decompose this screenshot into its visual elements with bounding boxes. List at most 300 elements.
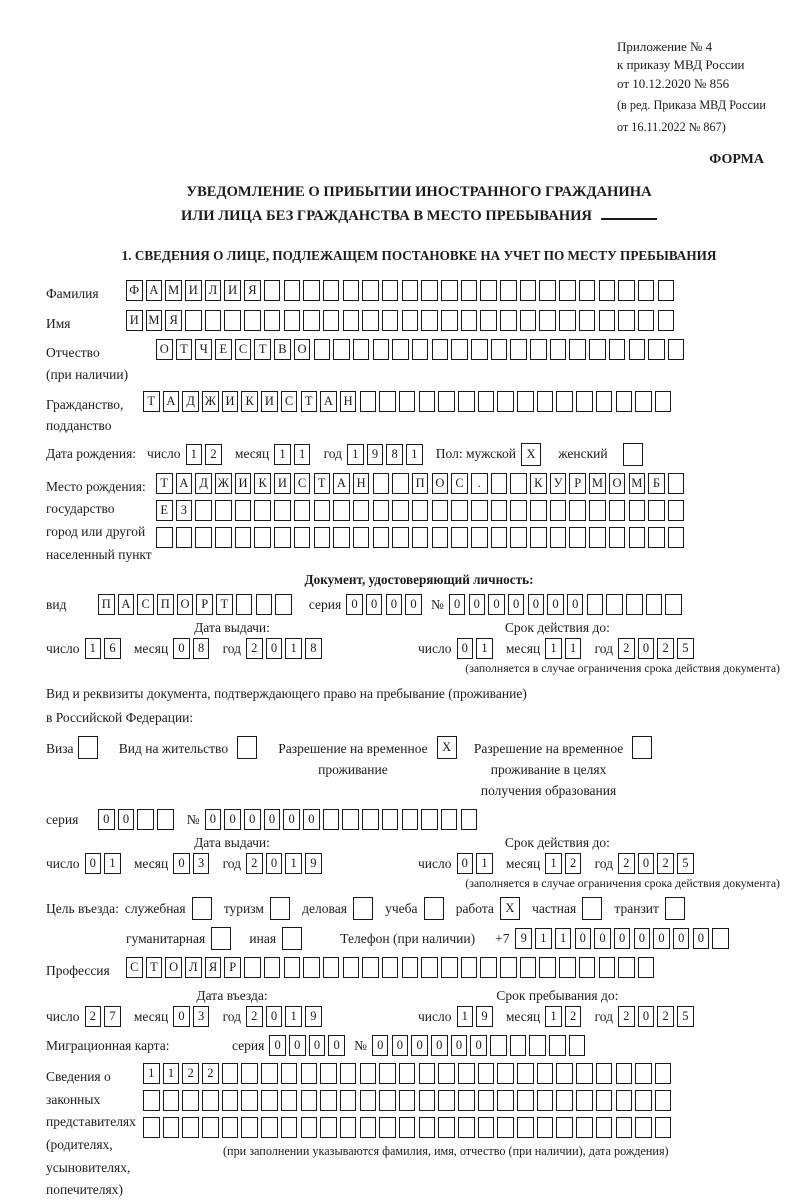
char-cell[interactable]: 1 — [555, 928, 572, 949]
char-cell[interactable] — [320, 1090, 337, 1111]
char-cell[interactable] — [182, 1117, 199, 1138]
doc-kind-input[interactable] — [98, 594, 295, 615]
char-cell[interactable] — [569, 500, 586, 521]
char-cell[interactable]: Т — [146, 957, 163, 978]
char-cell[interactable]: 8 — [386, 444, 403, 465]
char-cell[interactable] — [264, 957, 281, 978]
char-cell[interactable] — [517, 1117, 534, 1138]
representatives-line3-input[interactable] — [143, 1117, 675, 1138]
char-cell[interactable]: 9 — [305, 853, 322, 874]
char-cell[interactable]: 1 — [545, 638, 562, 659]
char-cell[interactable] — [441, 310, 458, 331]
char-cell[interactable] — [362, 280, 379, 301]
char-cell[interactable] — [500, 280, 517, 301]
char-cell[interactable] — [491, 339, 508, 360]
char-cell[interactable] — [616, 1063, 633, 1084]
entry-year-input[interactable] — [246, 1006, 325, 1027]
purpose-private-checkbox[interactable] — [582, 897, 605, 920]
char-cell[interactable] — [616, 391, 633, 412]
char-cell[interactable] — [517, 391, 534, 412]
stay-day-input[interactable] — [457, 1006, 496, 1027]
residence-valid-year-input[interactable] — [618, 853, 697, 874]
doc-issue-day-input[interactable] — [85, 638, 124, 659]
char-cell[interactable]: А — [118, 594, 135, 615]
char-cell[interactable] — [658, 280, 675, 301]
char-cell[interactable]: 0 — [98, 809, 115, 830]
char-cell[interactable]: 2 — [618, 1006, 635, 1027]
char-cell[interactable] — [539, 957, 556, 978]
char-cell[interactable]: 6 — [104, 638, 121, 659]
char-cell[interactable]: 1 — [565, 638, 582, 659]
char-cell[interactable] — [320, 1063, 337, 1084]
char-cell[interactable] — [340, 1117, 357, 1138]
char-cell[interactable] — [458, 1063, 475, 1084]
char-cell[interactable]: X — [500, 897, 520, 920]
char-cell[interactable] — [373, 473, 390, 494]
char-cell[interactable] — [419, 1090, 436, 1111]
char-cell[interactable]: 1 — [186, 444, 203, 465]
char-cell[interactable] — [294, 500, 311, 521]
char-cell[interactable]: 2 — [618, 638, 635, 659]
char-cell[interactable] — [461, 280, 478, 301]
char-cell[interactable] — [646, 594, 663, 615]
char-cell[interactable]: 8 — [193, 638, 210, 659]
char-cell[interactable] — [461, 809, 478, 830]
char-cell[interactable]: О — [432, 473, 449, 494]
char-cell[interactable] — [432, 527, 449, 548]
char-cell[interactable]: 0 — [173, 853, 190, 874]
char-cell[interactable] — [282, 927, 302, 950]
char-cell[interactable]: Е — [156, 500, 173, 521]
char-cell[interactable] — [629, 527, 646, 548]
char-cell[interactable]: 2 — [85, 1006, 102, 1027]
char-cell[interactable]: Т — [254, 339, 271, 360]
char-cell[interactable] — [599, 280, 616, 301]
char-cell[interactable]: Т — [176, 339, 193, 360]
char-cell[interactable] — [382, 280, 399, 301]
char-cell[interactable] — [559, 957, 576, 978]
char-cell[interactable] — [556, 391, 573, 412]
char-cell[interactable] — [343, 957, 360, 978]
char-cell[interactable] — [497, 1090, 514, 1111]
char-cell[interactable]: Д — [182, 391, 199, 412]
purpose-tourism-checkbox[interactable] — [270, 897, 293, 920]
surname-input[interactable] — [126, 280, 677, 301]
char-cell[interactable] — [301, 1090, 318, 1111]
char-cell[interactable]: 0 — [575, 928, 592, 949]
char-cell[interactable] — [419, 1063, 436, 1084]
char-cell[interactable]: 9 — [476, 1006, 493, 1027]
char-cell[interactable]: 1 — [457, 1006, 474, 1027]
char-cell[interactable] — [360, 1063, 377, 1084]
char-cell[interactable] — [421, 809, 438, 830]
char-cell[interactable] — [343, 310, 360, 331]
char-cell[interactable] — [412, 339, 429, 360]
char-cell[interactable] — [392, 527, 409, 548]
char-cell[interactable]: 0 — [614, 928, 631, 949]
residence-series-input[interactable] — [98, 809, 177, 830]
char-cell[interactable] — [635, 1117, 652, 1138]
char-cell[interactable]: А — [163, 391, 180, 412]
char-cell[interactable] — [379, 391, 396, 412]
char-cell[interactable] — [609, 500, 626, 521]
patronymic-input[interactable] — [156, 339, 688, 360]
char-cell[interactable] — [596, 1063, 613, 1084]
char-cell[interactable] — [156, 527, 173, 548]
char-cell[interactable] — [461, 310, 478, 331]
char-cell[interactable] — [157, 809, 174, 830]
char-cell[interactable] — [254, 500, 271, 521]
char-cell[interactable] — [556, 1117, 573, 1138]
char-cell[interactable] — [441, 957, 458, 978]
char-cell[interactable] — [235, 500, 252, 521]
char-cell[interactable] — [382, 310, 399, 331]
char-cell[interactable]: 3 — [193, 853, 210, 874]
char-cell[interactable]: 0 — [372, 1035, 389, 1056]
char-cell[interactable] — [323, 310, 340, 331]
char-cell[interactable]: Р — [569, 473, 586, 494]
char-cell[interactable] — [402, 957, 419, 978]
char-cell[interactable] — [424, 897, 444, 920]
char-cell[interactable]: М — [146, 310, 163, 331]
purpose-humanitarian-checkbox[interactable] — [211, 927, 234, 950]
char-cell[interactable] — [333, 339, 350, 360]
char-cell[interactable] — [438, 391, 455, 412]
char-cell[interactable] — [520, 957, 537, 978]
representatives-line1-input[interactable] — [143, 1063, 675, 1084]
char-cell[interactable]: 2 — [618, 853, 635, 874]
char-cell[interactable]: 0 — [528, 594, 545, 615]
char-cell[interactable] — [609, 339, 626, 360]
char-cell[interactable] — [340, 1090, 357, 1111]
doc-series-input[interactable] — [346, 594, 425, 615]
purpose-other-checkbox[interactable] — [282, 927, 305, 950]
char-cell[interactable] — [648, 500, 665, 521]
char-cell[interactable] — [235, 527, 252, 548]
char-cell[interactable]: О — [177, 594, 194, 615]
char-cell[interactable] — [379, 1117, 396, 1138]
char-cell[interactable] — [517, 1063, 534, 1084]
char-cell[interactable] — [333, 500, 350, 521]
char-cell[interactable] — [392, 473, 409, 494]
char-cell[interactable] — [402, 310, 419, 331]
char-cell[interactable] — [632, 736, 652, 759]
char-cell[interactable]: Н — [353, 473, 370, 494]
char-cell[interactable]: О — [165, 957, 182, 978]
char-cell[interactable]: Е — [215, 339, 232, 360]
char-cell[interactable]: В — [274, 339, 291, 360]
char-cell[interactable] — [224, 310, 241, 331]
char-cell[interactable] — [616, 1090, 633, 1111]
char-cell[interactable]: Р — [224, 957, 241, 978]
char-cell[interactable] — [623, 443, 643, 466]
char-cell[interactable] — [360, 1090, 377, 1111]
char-cell[interactable] — [556, 1090, 573, 1111]
char-cell[interactable] — [222, 1063, 239, 1084]
char-cell[interactable]: Д — [195, 473, 212, 494]
char-cell[interactable]: 1 — [285, 1006, 302, 1027]
char-cell[interactable]: 1 — [104, 853, 121, 874]
char-cell[interactable]: М — [589, 473, 606, 494]
char-cell[interactable] — [373, 339, 390, 360]
char-cell[interactable]: 0 — [653, 928, 670, 949]
char-cell[interactable]: И — [185, 280, 202, 301]
char-cell[interactable] — [432, 339, 449, 360]
char-cell[interactable] — [353, 339, 370, 360]
char-cell[interactable] — [618, 280, 635, 301]
char-cell[interactable] — [589, 339, 606, 360]
char-cell[interactable] — [648, 339, 665, 360]
doc-issue-month-input[interactable] — [173, 638, 212, 659]
char-cell[interactable]: А — [146, 280, 163, 301]
char-cell[interactable] — [421, 310, 438, 331]
char-cell[interactable]: 0 — [386, 594, 403, 615]
char-cell[interactable] — [638, 280, 655, 301]
char-cell[interactable] — [353, 500, 370, 521]
char-cell[interactable] — [576, 391, 593, 412]
char-cell[interactable]: 2 — [205, 444, 222, 465]
char-cell[interactable] — [222, 1090, 239, 1111]
citizenship-input[interactable] — [143, 391, 675, 412]
residence-issue-day-input[interactable] — [85, 853, 124, 874]
char-cell[interactable] — [635, 391, 652, 412]
char-cell[interactable]: 0 — [547, 594, 564, 615]
residence-permit-checkbox[interactable] — [237, 736, 260, 759]
char-cell[interactable]: 2 — [657, 1006, 674, 1027]
char-cell[interactable] — [412, 500, 429, 521]
char-cell[interactable] — [471, 339, 488, 360]
char-cell[interactable] — [438, 1063, 455, 1084]
char-cell[interactable]: 0 — [85, 853, 102, 874]
char-cell[interactable] — [549, 1035, 566, 1056]
char-cell[interactable]: 0 — [638, 638, 655, 659]
char-cell[interactable]: 0 — [173, 638, 190, 659]
char-cell[interactable]: З — [176, 500, 193, 521]
char-cell[interactable] — [638, 310, 655, 331]
char-cell[interactable] — [362, 809, 379, 830]
char-cell[interactable]: 0 — [638, 1006, 655, 1027]
char-cell[interactable] — [668, 500, 685, 521]
char-cell[interactable]: Л — [185, 957, 202, 978]
char-cell[interactable]: 0 — [264, 809, 281, 830]
char-cell[interactable]: Ж — [215, 473, 232, 494]
char-cell[interactable] — [402, 280, 419, 301]
char-cell[interactable] — [137, 809, 154, 830]
char-cell[interactable]: 0 — [470, 1035, 487, 1056]
char-cell[interactable] — [579, 310, 596, 331]
char-cell[interactable] — [655, 391, 672, 412]
char-cell[interactable]: Я — [244, 280, 261, 301]
char-cell[interactable] — [323, 957, 340, 978]
char-cell[interactable]: И — [274, 473, 291, 494]
char-cell[interactable] — [314, 339, 331, 360]
char-cell[interactable] — [185, 310, 202, 331]
char-cell[interactable]: 0 — [269, 1035, 286, 1056]
char-cell[interactable] — [451, 500, 468, 521]
char-cell[interactable]: 1 — [163, 1063, 180, 1084]
char-cell[interactable] — [587, 594, 604, 615]
char-cell[interactable] — [635, 1090, 652, 1111]
char-cell[interactable] — [478, 1090, 495, 1111]
char-cell[interactable]: 0 — [328, 1035, 345, 1056]
char-cell[interactable] — [284, 310, 301, 331]
char-cell[interactable]: И — [222, 391, 239, 412]
stay-month-input[interactable] — [545, 1006, 584, 1027]
char-cell[interactable] — [294, 527, 311, 548]
birth-place-line2-input[interactable] — [156, 500, 688, 521]
char-cell[interactable] — [510, 473, 527, 494]
char-cell[interactable]: 0 — [567, 594, 584, 615]
char-cell[interactable] — [399, 391, 416, 412]
char-cell[interactable] — [579, 957, 596, 978]
char-cell[interactable] — [480, 310, 497, 331]
char-cell[interactable]: О — [156, 339, 173, 360]
char-cell[interactable]: Т — [314, 473, 331, 494]
char-cell[interactable] — [530, 500, 547, 521]
char-cell[interactable] — [458, 1090, 475, 1111]
char-cell[interactable]: 0 — [266, 1006, 283, 1027]
char-cell[interactable] — [569, 527, 586, 548]
char-cell[interactable] — [163, 1117, 180, 1138]
char-cell[interactable]: И — [235, 473, 252, 494]
char-cell[interactable] — [143, 1090, 160, 1111]
birth-place-line3-input[interactable] — [156, 527, 688, 548]
purpose-work-checkbox[interactable] — [500, 897, 523, 920]
char-cell[interactable]: 9 — [515, 928, 532, 949]
char-cell[interactable] — [323, 280, 340, 301]
char-cell[interactable] — [314, 500, 331, 521]
char-cell[interactable] — [379, 1063, 396, 1084]
char-cell[interactable] — [382, 809, 399, 830]
char-cell[interactable] — [215, 527, 232, 548]
char-cell[interactable] — [399, 1063, 416, 1084]
char-cell[interactable]: П — [98, 594, 115, 615]
char-cell[interactable] — [616, 1117, 633, 1138]
char-cell[interactable]: С — [235, 339, 252, 360]
visa-checkbox[interactable] — [78, 736, 101, 759]
char-cell[interactable] — [353, 527, 370, 548]
char-cell[interactable]: И — [224, 280, 241, 301]
char-cell[interactable]: 5 — [677, 1006, 694, 1027]
char-cell[interactable] — [458, 391, 475, 412]
char-cell[interactable] — [471, 527, 488, 548]
char-cell[interactable]: 2 — [246, 638, 263, 659]
char-cell[interactable]: М — [165, 280, 182, 301]
char-cell[interactable]: П — [412, 473, 429, 494]
char-cell[interactable]: 1 — [545, 1006, 562, 1027]
char-cell[interactable] — [270, 897, 290, 920]
char-cell[interactable] — [629, 339, 646, 360]
char-cell[interactable]: 0 — [457, 853, 474, 874]
char-cell[interactable] — [510, 1035, 527, 1056]
char-cell[interactable] — [261, 1090, 278, 1111]
char-cell[interactable]: 0 — [693, 928, 710, 949]
char-cell[interactable] — [635, 1063, 652, 1084]
doc-issue-year-input[interactable] — [246, 638, 325, 659]
char-cell[interactable] — [360, 391, 377, 412]
char-cell[interactable] — [421, 280, 438, 301]
char-cell[interactable]: О — [609, 473, 626, 494]
char-cell[interactable]: Н — [340, 391, 357, 412]
char-cell[interactable]: 0 — [283, 809, 300, 830]
char-cell[interactable]: 0 — [508, 594, 525, 615]
char-cell[interactable]: 1 — [85, 638, 102, 659]
birth-month-input[interactable] — [274, 444, 313, 465]
char-cell[interactable] — [500, 957, 517, 978]
char-cell[interactable] — [342, 809, 359, 830]
char-cell[interactable] — [264, 310, 281, 331]
char-cell[interactable] — [254, 527, 271, 548]
char-cell[interactable]: 1 — [285, 638, 302, 659]
residence-issue-year-input[interactable] — [246, 853, 325, 874]
char-cell[interactable]: 9 — [367, 444, 384, 465]
char-cell[interactable] — [599, 957, 616, 978]
migration-series-input[interactable] — [269, 1035, 348, 1056]
char-cell[interactable] — [211, 927, 231, 950]
char-cell[interactable]: 1 — [535, 928, 552, 949]
char-cell[interactable] — [421, 957, 438, 978]
char-cell[interactable]: 0 — [266, 638, 283, 659]
char-cell[interactable] — [510, 500, 527, 521]
char-cell[interactable] — [399, 1117, 416, 1138]
char-cell[interactable]: Я — [205, 957, 222, 978]
char-cell[interactable]: 0 — [173, 1006, 190, 1027]
temp-residence-checkbox[interactable] — [437, 736, 460, 759]
doc-valid-year-input[interactable] — [618, 638, 697, 659]
char-cell[interactable] — [461, 957, 478, 978]
char-cell[interactable]: 0 — [244, 809, 261, 830]
char-cell[interactable]: 2 — [202, 1063, 219, 1084]
char-cell[interactable] — [520, 310, 537, 331]
purpose-commercial-checkbox[interactable] — [353, 897, 376, 920]
char-cell[interactable] — [373, 527, 390, 548]
purpose-study-checkbox[interactable] — [424, 897, 447, 920]
given-name-input[interactable] — [126, 310, 677, 331]
char-cell[interactable] — [497, 391, 514, 412]
char-cell[interactable] — [618, 310, 635, 331]
char-cell[interactable]: Ф — [126, 280, 143, 301]
char-cell[interactable] — [202, 1117, 219, 1138]
char-cell[interactable] — [471, 500, 488, 521]
char-cell[interactable] — [256, 594, 273, 615]
char-cell[interactable]: 0 — [346, 594, 363, 615]
char-cell[interactable] — [665, 594, 682, 615]
char-cell[interactable]: Т — [216, 594, 233, 615]
char-cell[interactable] — [537, 391, 554, 412]
char-cell[interactable] — [559, 310, 576, 331]
char-cell[interactable]: Т — [156, 473, 173, 494]
char-cell[interactable] — [399, 1090, 416, 1111]
char-cell[interactable] — [655, 1090, 672, 1111]
char-cell[interactable]: 2 — [182, 1063, 199, 1084]
char-cell[interactable] — [478, 1063, 495, 1084]
char-cell[interactable]: 2 — [657, 638, 674, 659]
entry-day-input[interactable] — [85, 1006, 124, 1027]
char-cell[interactable] — [618, 957, 635, 978]
residence-valid-month-input[interactable] — [545, 853, 584, 874]
char-cell[interactable] — [438, 1090, 455, 1111]
birth-day-input[interactable] — [186, 444, 225, 465]
char-cell[interactable] — [655, 1117, 672, 1138]
char-cell[interactable]: 1 — [476, 638, 493, 659]
char-cell[interactable] — [579, 280, 596, 301]
char-cell[interactable] — [353, 897, 373, 920]
char-cell[interactable]: У — [550, 473, 567, 494]
char-cell[interactable]: Я — [165, 310, 182, 331]
sex-male-checkbox[interactable] — [521, 443, 544, 466]
char-cell[interactable] — [281, 1090, 298, 1111]
char-cell[interactable]: 0 — [457, 638, 474, 659]
